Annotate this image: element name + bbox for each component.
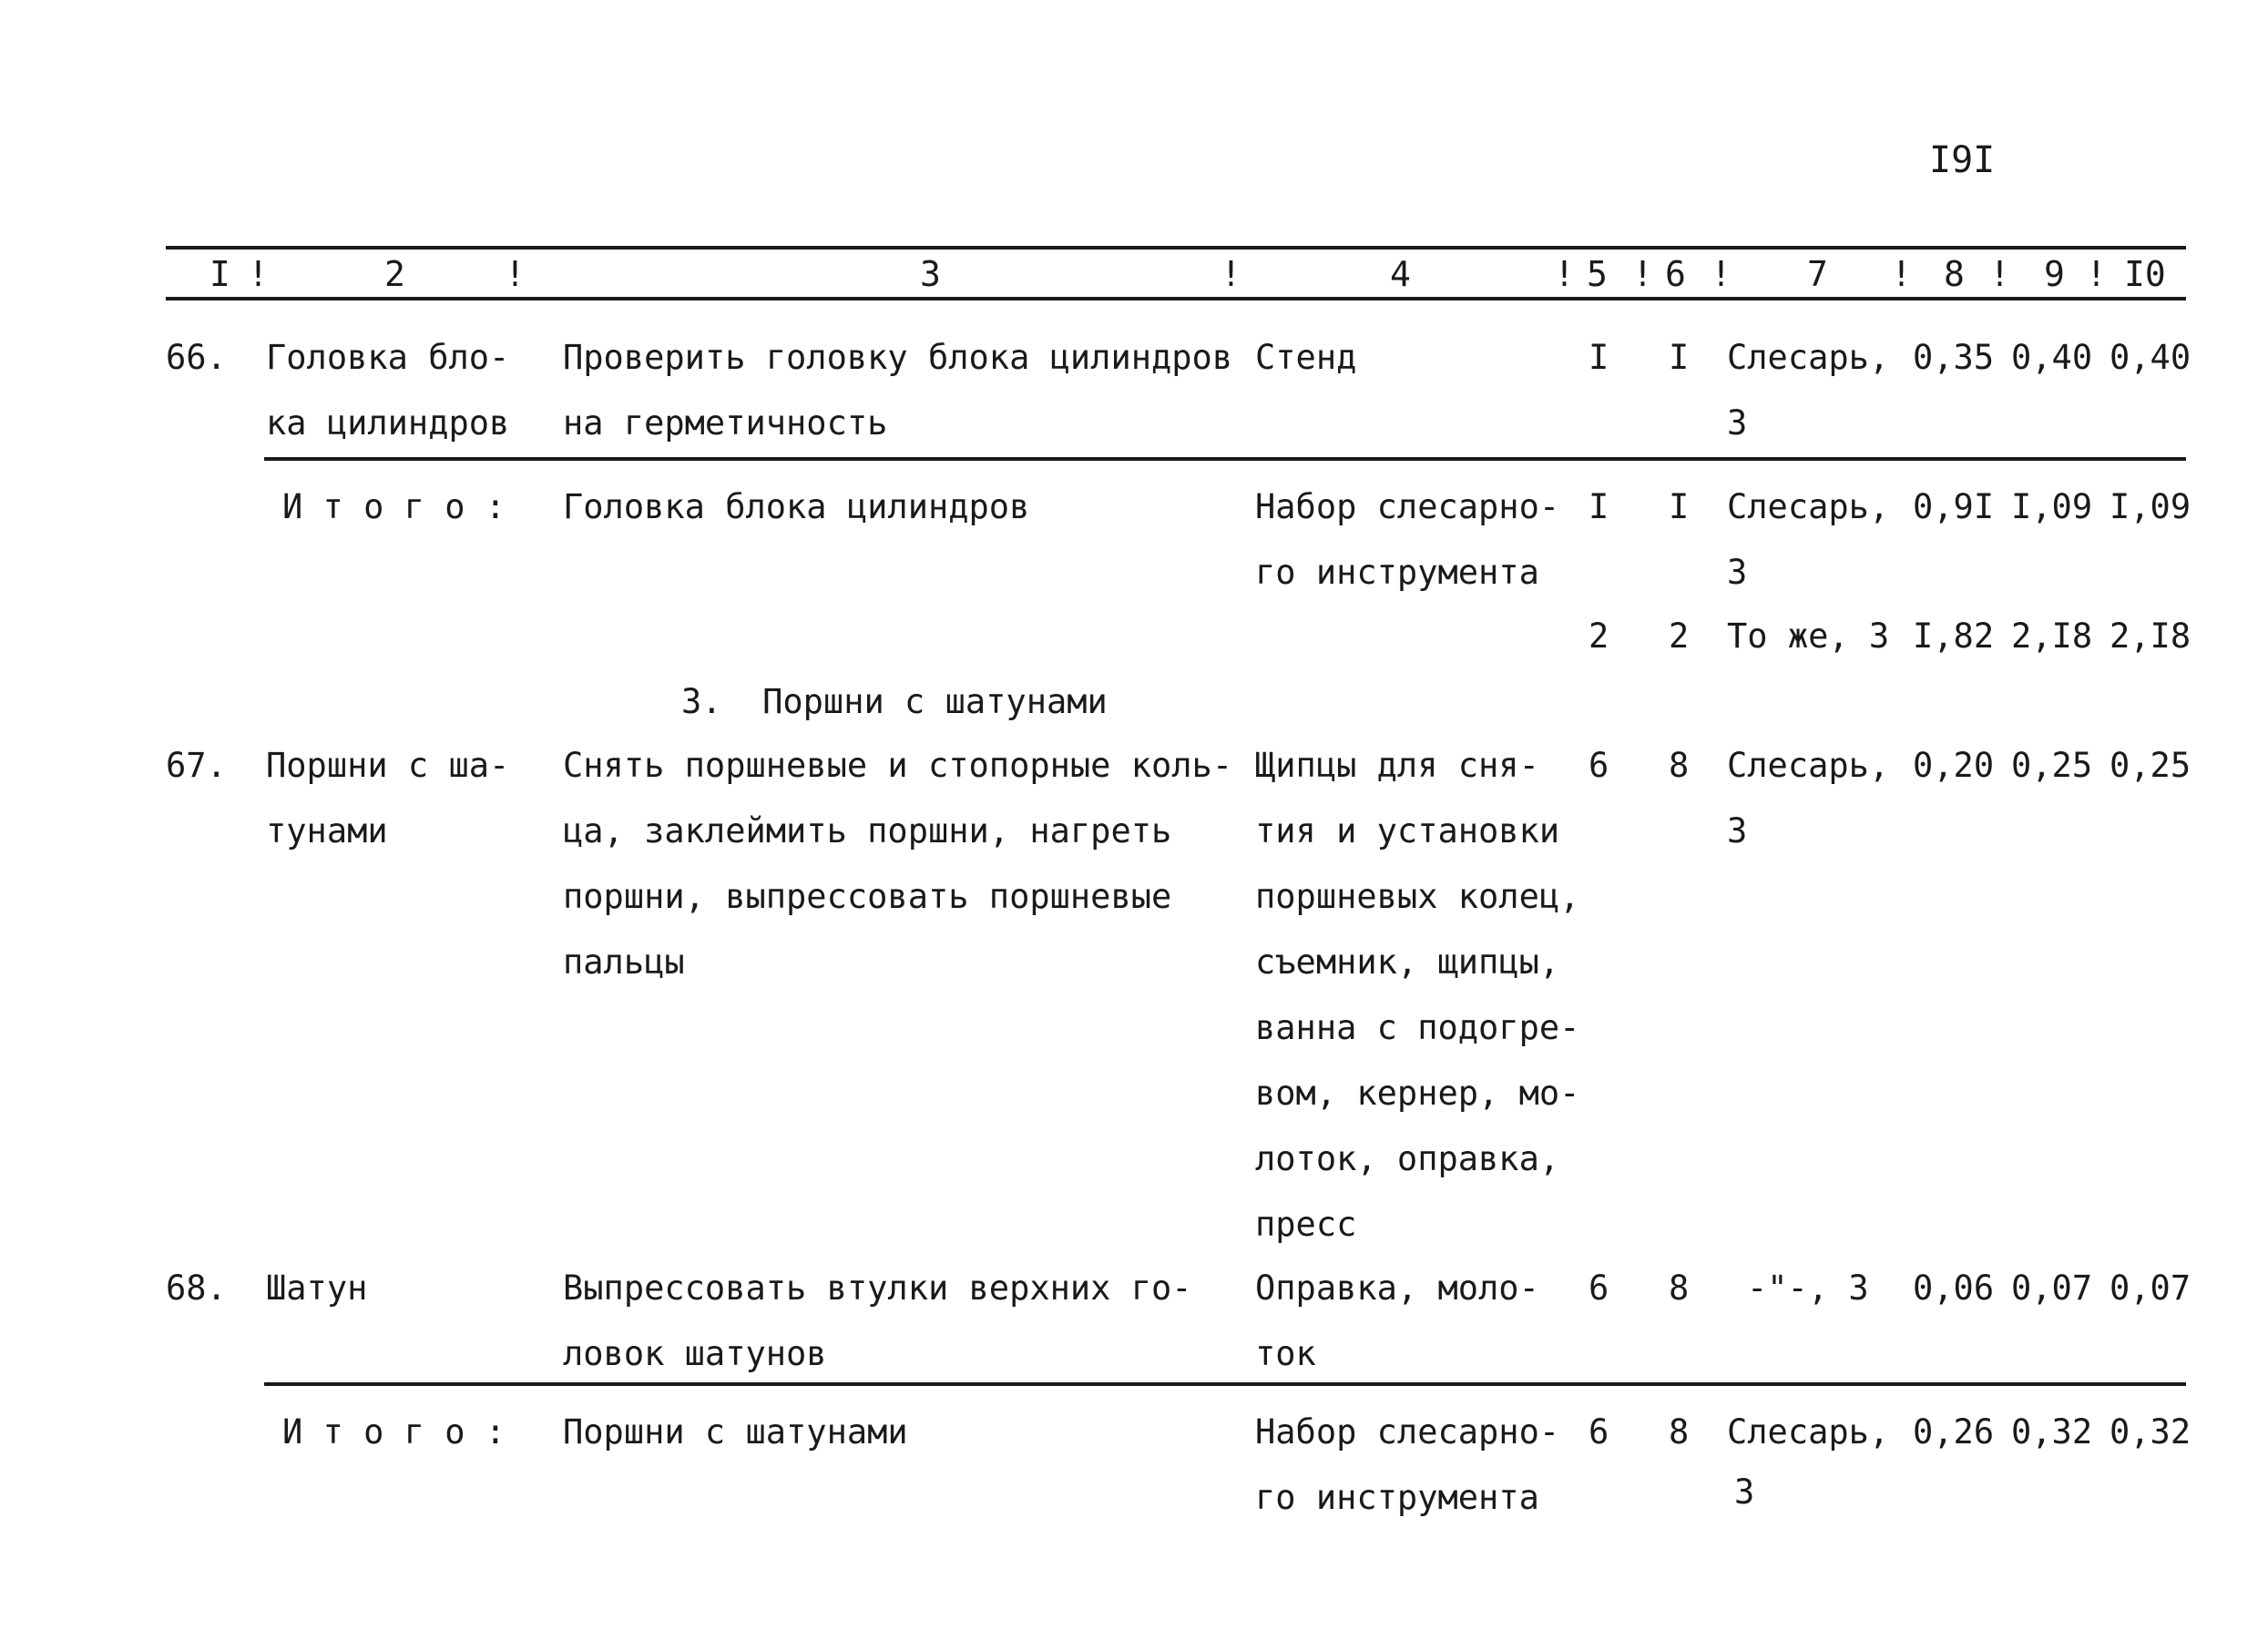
header-col-4: 4 [1390, 254, 1411, 294]
operation: на герметичность [563, 403, 888, 443]
col-9-value: 2,I8 [2011, 616, 2093, 656]
header-sep: ! [2086, 254, 2107, 294]
row-number: 68. [166, 1268, 227, 1308]
col-5-value: 2 [1589, 616, 1609, 656]
equipment: поршневых колец, [1255, 877, 1580, 916]
equipment: тия и установки [1255, 811, 1560, 851]
col-10-value: 0,25 [2110, 746, 2191, 785]
col-10-value: I,09 [2110, 487, 2191, 526]
col-9-value: 0,07 [2011, 1268, 2093, 1308]
total-label: И т о г о : [282, 1412, 506, 1452]
header-sep: ! [248, 254, 269, 294]
operation: Головка блока цилиндров [563, 487, 1030, 526]
worker-grade: 3 [1734, 1472, 1755, 1512]
item-name: Шатун [266, 1268, 368, 1308]
col-8-value: 0,06 [1913, 1268, 1995, 1308]
header-sep: ! [1989, 254, 2010, 294]
operation: Поршни с шатунами [563, 1412, 908, 1452]
worker-grade: 3 [1727, 403, 1748, 443]
col-6-value: I [1669, 487, 1690, 526]
worker: Слесарь, [1727, 1412, 1890, 1452]
equipment: съемник, щипцы, [1255, 942, 1560, 982]
section-title: 3. Поршни с шатунами [681, 682, 1108, 721]
operation: ловок шатунов [563, 1334, 827, 1373]
header-col-5: 5 [1587, 254, 1608, 294]
col-5-value: 6 [1589, 746, 1609, 785]
header-sep: ! [1221, 254, 1241, 294]
equipment: Набор слесарно- [1255, 487, 1560, 526]
col-9-value: 0,25 [2011, 746, 2093, 785]
operation: ца, заклеймить поршни, нагреть [563, 811, 1172, 851]
equipment: пресс [1255, 1205, 1357, 1244]
col-9-value: I,09 [2011, 487, 2093, 526]
col-10-value: 2,I8 [2110, 616, 2191, 656]
worker: То же, 3 [1727, 616, 1890, 656]
operation: пальцы [563, 942, 685, 982]
operation: поршни, выпрессовать поршневые [563, 877, 1172, 916]
col-6-value: 2 [1669, 616, 1690, 656]
col-10-value: 0,07 [2110, 1268, 2191, 1308]
header-col-6: 6 [1665, 254, 1686, 294]
col-8-value: 0,26 [1913, 1412, 1995, 1452]
header-col-8: 8 [1944, 254, 1965, 294]
header-bottom-rule [166, 297, 2186, 301]
col-6-value: I [1669, 338, 1690, 377]
header-sep: ! [1632, 254, 1653, 294]
operation: Проверить головку блока цилиндров [563, 338, 1233, 377]
worker-grade: 3 [1727, 811, 1748, 851]
row-number: 67. [166, 746, 227, 785]
row-number: 66. [166, 338, 227, 377]
equipment: ванна с подогре- [1255, 1008, 1580, 1047]
header-col-10: I0 [2124, 254, 2166, 294]
header-sep: ! [1891, 254, 1912, 294]
worker: Слесарь, [1727, 746, 1890, 785]
equipment: го инструмента [1255, 553, 1539, 592]
header-sep: ! [1554, 254, 1575, 294]
worker-grade: 3 [1727, 553, 1748, 592]
header-sep: ! [505, 254, 526, 294]
header-col-1: I [209, 254, 230, 294]
col-8-value: I,82 [1913, 616, 1995, 656]
col-6-value: 8 [1669, 1268, 1690, 1308]
page-number: I9I [1929, 139, 1996, 181]
equipment: лоток, оправка, [1255, 1139, 1560, 1178]
col-9-value: 0,32 [2011, 1412, 2093, 1452]
col-8-value: 0,35 [1913, 338, 1995, 377]
col-9-value: 0,40 [2011, 338, 2093, 377]
col-6-value: 8 [1669, 1412, 1690, 1452]
equipment: го инструмента [1255, 1478, 1539, 1517]
equipment: вом, кернер, мо- [1255, 1074, 1580, 1113]
operation: Снять поршневые и стопорные коль- [563, 746, 1233, 785]
header-top-rule [166, 246, 2186, 250]
header-sep: ! [1711, 254, 1732, 294]
col-5-value: 6 [1589, 1268, 1609, 1308]
header-col-3: 3 [920, 254, 941, 294]
item-name: Поршни с ша- [266, 746, 510, 785]
col-5-value: I [1589, 338, 1609, 377]
subtotal-rule [264, 457, 2186, 461]
header-col-2: 2 [384, 254, 405, 294]
col-6-value: 8 [1669, 746, 1690, 785]
col-5-value: 6 [1589, 1412, 1609, 1452]
item-name: Головка бло- [266, 338, 510, 377]
header-col-9: 9 [2044, 254, 2065, 294]
equipment: Набор слесарно- [1255, 1412, 1560, 1452]
col-10-value: 0,32 [2110, 1412, 2191, 1452]
equipment: Стенд [1255, 338, 1357, 377]
equipment: ток [1255, 1334, 1316, 1373]
total-label: И т о г о : [282, 487, 506, 526]
worker: -"-, 3 [1747, 1268, 1869, 1308]
equipment: Оправка, моло- [1255, 1268, 1539, 1308]
item-name: тунами [266, 811, 388, 851]
operation: Выпрессовать втулки верхних го- [563, 1268, 1192, 1308]
col-5-value: I [1589, 487, 1609, 526]
item-name: ка цилиндров [266, 403, 510, 443]
header-col-7: 7 [1807, 254, 1828, 294]
worker: Слесарь, [1727, 338, 1890, 377]
worker: Слесарь, [1727, 487, 1890, 526]
col-8-value: 0,9I [1913, 487, 1995, 526]
subtotal-rule [264, 1382, 2186, 1386]
equipment: Щипцы для сня- [1255, 746, 1539, 785]
col-10-value: 0,40 [2110, 338, 2191, 377]
col-8-value: 0,20 [1913, 746, 1995, 785]
